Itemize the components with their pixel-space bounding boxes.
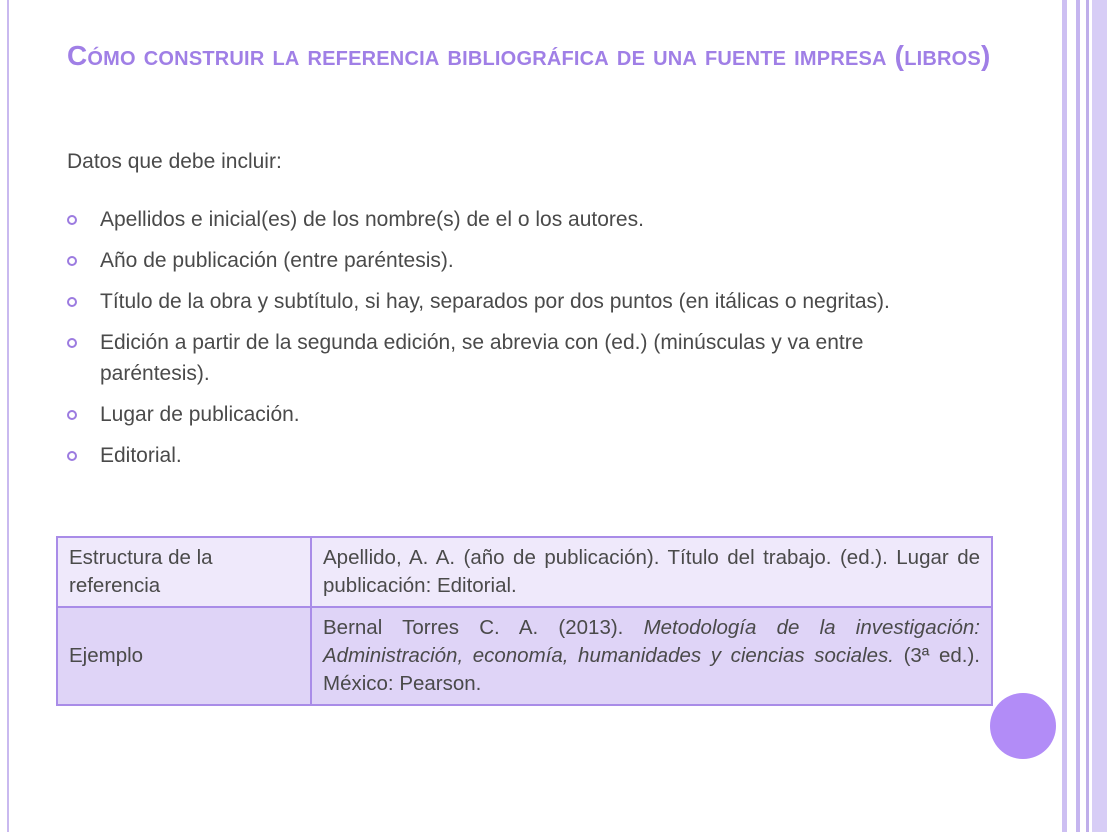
slide-title: Cómo construir la referencia bibliográfica de una fuente impresa (libros) bbox=[67, 40, 991, 71]
bullet-icon bbox=[67, 410, 77, 420]
list-item-text: Edición a partir de la segunda edición, se abrevia con (ed.) (minúsculas y va entre paréntesis). bbox=[100, 331, 864, 385]
list-item bbox=[67, 440, 967, 471]
table-content-cell: Apellido, A. A. (año de publicación). Título del trabajo. (ed.). Lugar de publicación: Editorial. bbox=[311, 537, 992, 607]
list-item-text: Título de la obra y subtítulo, si hay, separados por dos puntos (en itálicas o negritas). bbox=[100, 290, 890, 313]
right-decor-stripe bbox=[1086, 0, 1089, 832]
list-item-text: Lugar de publicación. bbox=[100, 403, 300, 426]
right-decor-stripe bbox=[1062, 0, 1067, 832]
table-header-cell: Estructura de la referencia bbox=[57, 537, 311, 607]
table-row bbox=[57, 537, 992, 607]
table-content-cell bbox=[311, 607, 992, 705]
slide-subtitle: Datos que debe incluir: bbox=[67, 150, 282, 173]
decorative-circle bbox=[990, 693, 1056, 759]
table-row bbox=[57, 607, 992, 705]
bullet-icon bbox=[67, 338, 77, 348]
left-border-line bbox=[7, 0, 9, 832]
bullet-icon bbox=[67, 297, 77, 307]
bullet-icon bbox=[67, 451, 77, 461]
example-publication: (3ª ed.). México: Pearson. bbox=[323, 644, 981, 695]
list-item bbox=[67, 245, 967, 276]
list-item bbox=[67, 399, 967, 430]
example-author: Bernal Torres C. A. (2013). bbox=[323, 616, 644, 639]
list-item bbox=[67, 204, 967, 235]
reference-table bbox=[56, 536, 993, 706]
example-title: Metodología de la investigación: Administración, economía, humanidades y ciencias sociales. bbox=[323, 616, 980, 667]
list-item-text: Año de publicación (entre paréntesis). bbox=[100, 249, 454, 272]
list-item-text: Apellidos e inicial(es) de los nombre(s) de el o los autores. bbox=[100, 208, 644, 231]
bullet-icon bbox=[67, 215, 77, 225]
right-decor-stripe bbox=[1076, 0, 1080, 832]
table-header-cell: Ejemplo bbox=[57, 607, 311, 705]
list-item-text: Editorial. bbox=[100, 444, 182, 467]
right-decor-stripe bbox=[1092, 0, 1107, 832]
bullet-list bbox=[67, 204, 967, 481]
list-item bbox=[67, 286, 967, 317]
bullet-icon bbox=[67, 256, 77, 266]
list-item bbox=[67, 327, 967, 389]
